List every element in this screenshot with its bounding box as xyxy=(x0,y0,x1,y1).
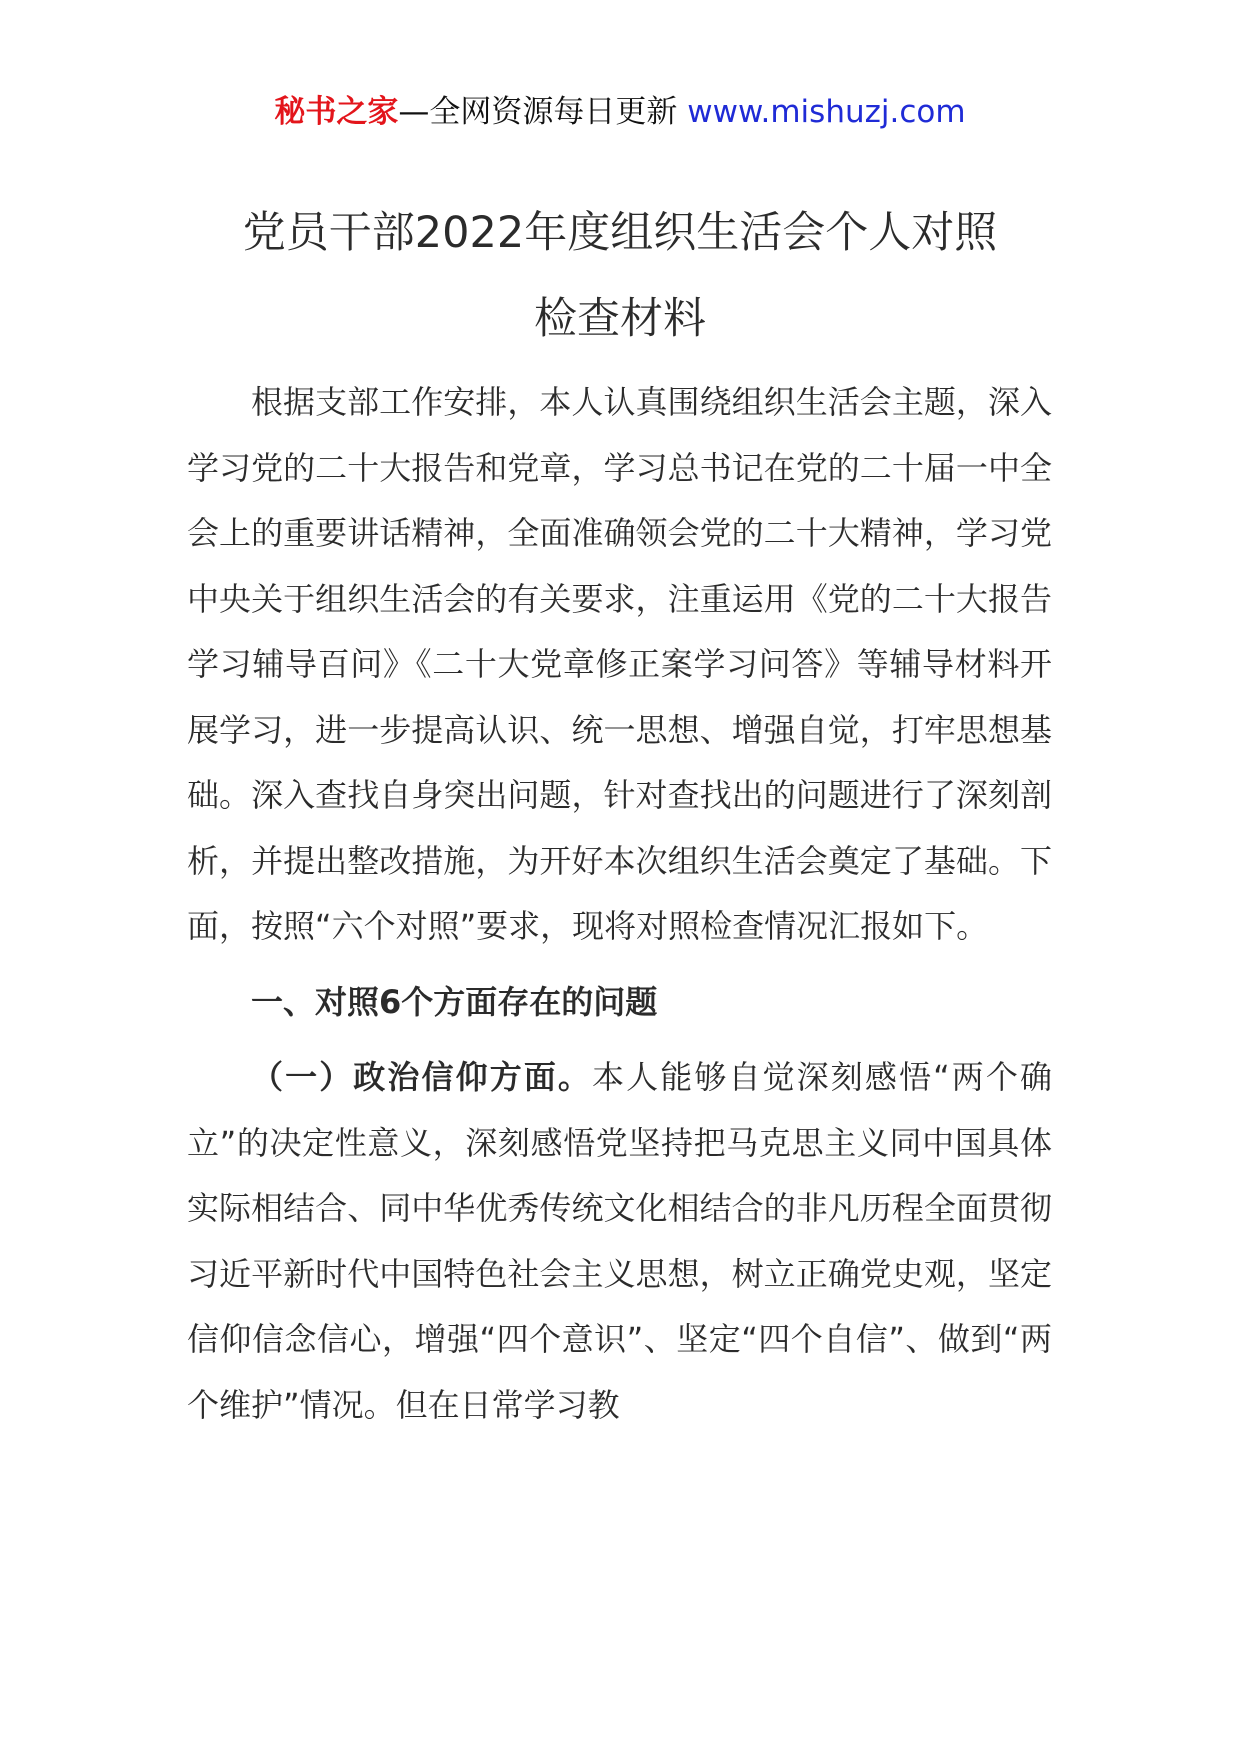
subsection-paragraph xyxy=(187,1045,1052,1438)
site-url-link[interactable]: www.mishuzj.com xyxy=(687,94,966,130)
intro-paragraph: 根据支部工作安排，本人认真围绕组织生活会主题，深入学习党的二十大报告和党章，学习总书记在党的二十届一中全会上的重要讲话精神，全面准确领会党的二十大精神，学习党中央关于组织生活会的有关要求，注重运用《党的二十大报告学习辅导百问》《二十大党章修正案学习问答》等辅导材料开展学习，进一步提高认识、统一思想、增强自觉，打牢思想基础。深入查找自身突出问题，针对查找出的问题进行了深刻剖析，并提出整改措施，为开好本次组织生活会奠定了基础。下面，按照“六个对照”要求，现将对照检查情况汇报如下。 xyxy=(187,383,1052,945)
subsection-text: 本人能够自觉深刻感悟“两个确立”的决定性意义，深刻感悟党坚持把马克思主义同中国具体实际相结合、同中华优秀传统文化相结合的非凡历程全面贯彻习近平新时代中国特色社会主义思想，树立正确党史观，坚定信仰信念信心，增强“四个意识”、坚定“四个自信”、做到“两个维护”情况。但在日常学习教 xyxy=(187,1058,1052,1424)
section-heading: 一、对照6个方面存在的问题 xyxy=(251,982,658,1021)
site-header xyxy=(0,92,1240,132)
subsection-lead: （一）政治信仰方面。 xyxy=(251,1058,593,1096)
document-title xyxy=(0,190,1240,362)
site-brand: 秘书之家 xyxy=(274,94,399,130)
document-body xyxy=(187,370,1052,1438)
document-title-line-2: 检查材料 xyxy=(534,294,706,344)
document-title-line-1: 党员干部2022年度组织生活会个人对照 xyxy=(242,208,998,258)
site-tagline: —全网资源每日更新 xyxy=(398,94,678,130)
